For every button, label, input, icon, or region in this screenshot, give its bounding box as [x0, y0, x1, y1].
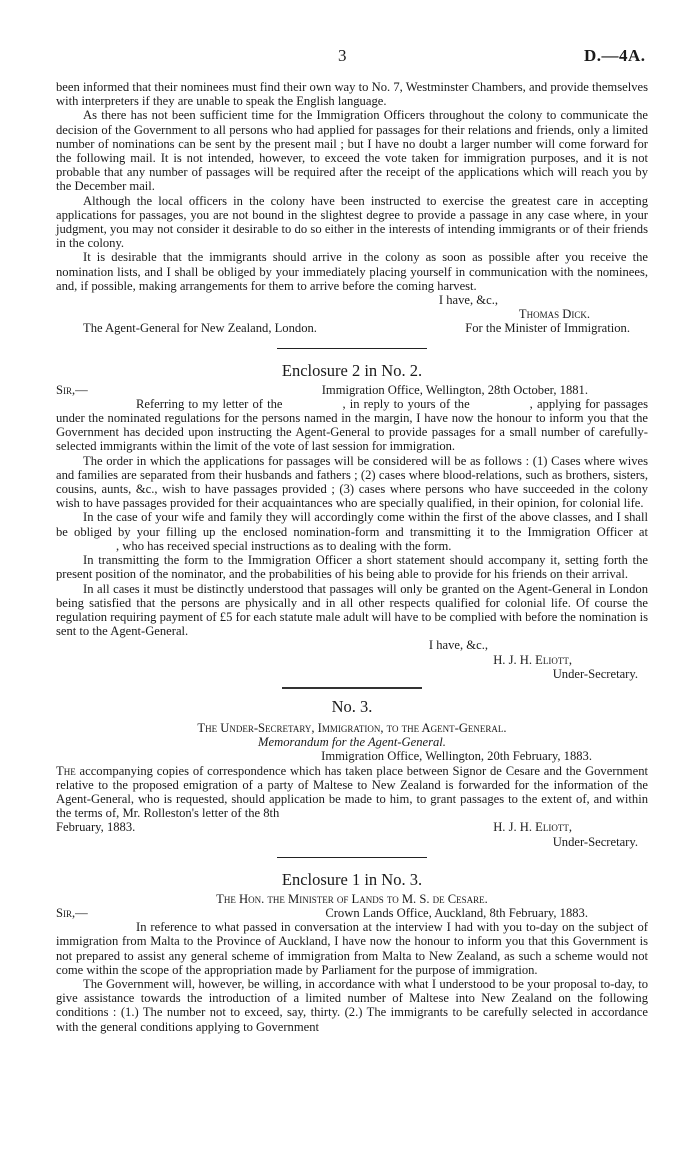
- salutation: Sir,—: [56, 905, 88, 920]
- paragraph: The order in which the applications for passages will be considered will be as follows : (1) Cases where wives and families are separated from their husbands and fathers ; (2) cases where blood-relations, such as brothers, sisters, cousins, aunts, &c., wish to have passages provided ; (3) cases where persons who have succeeded in the colony wish to have passages provided for their acquaintances who are specially qualified, in their opinion, for colonial life.: [56, 453, 648, 511]
- document-code: D.—4A.: [584, 46, 646, 65]
- divider: [277, 348, 427, 349]
- closing-row: [56, 638, 648, 652]
- text-fragment: Referring to my letter of the: [136, 396, 283, 411]
- memo-title: Memorandum for the Agent-General.: [258, 735, 446, 750]
- paragraph: In all cases it must be distinctly understood that passages will only be granted on the Agent-General in London being satisfied that the persons are physically and in all other respects qualified for colonial life. Of course the regulation requiring payment of £5 for each statute male adult will have to be complied with before the nomination is sent to the Agent-General.: [56, 581, 648, 639]
- text-fragment: , who has received special instructions as to dealing with the form.: [116, 538, 452, 553]
- paragraph: [56, 397, 648, 454]
- paragraph: [56, 510, 648, 553]
- text-fragment: In the case of your wife and family they will accordingly come within the first of the above classes, and I shall be obliged by your filling up the enclosed nomination-form and transmitting it to the Immigration Officer at: [56, 510, 648, 539]
- section-heading: Enclosure 1 in No. 3.: [281, 869, 423, 889]
- divider: [277, 857, 427, 858]
- signer-title: Under-Secretary.: [552, 834, 638, 849]
- paragraph: It is desirable that the immigrants should arrive in the colony as soon as possible after you receive the nomination lists, and I shall be obliged by your immediately placing yourself in communication with the nominees, and, if possible, making arrangements for them to arrive before the coming harvest.: [56, 250, 648, 293]
- closing-row: [56, 293, 648, 307]
- paragraph: The Government will, however, be willing, in accordance with what I understood to be your proposal to-day, to give assistance towards the introduction of a limited number of Maltese into New Zealand on the following conditions : (1.) The number not to exceed, say, thirty. (2.) The immigrants to be carefully selected in accordance with the general conditions applying to Government: [56, 976, 648, 1034]
- section-heading: No. 3.: [331, 696, 373, 716]
- divider: [282, 687, 422, 689]
- document-body: [56, 80, 648, 1034]
- signer-title: Under-Secretary.: [552, 666, 638, 681]
- paragraph: been informed that their nominees must find their own way to No. 7, Westminster Chambers, and provide themselves with interpreters if they are unable to speak the English language.: [56, 80, 648, 109]
- paragraph: In transmitting the form to the Immigration Officer a short statement should accompany it, setting forth the present position of the nominator, and the probabilities of his being able to provide for his friends on their arrival.: [56, 553, 648, 582]
- addressee-row: [56, 321, 648, 335]
- text-fragment: accompanying copies of correspondence which has taken place between Signor de Cesare and the Government relative to the proposed emigration of a party of Maltese to New Zealand is forwarded for the information of the Agent-General, who is requested, should application be made to him, to grant passages to the extent of, and within the terms of, Mr. Rolleston's letter of the 8th: [56, 763, 648, 821]
- signer-title: For the Minister of Immigration.: [465, 321, 630, 336]
- text-fragment: , in reply to yours of the: [342, 396, 470, 411]
- text-fragment: February, 1883.: [56, 820, 136, 835]
- section-subtitle: The Hon. the Minister of Lands to M. S. de Cesare.: [216, 891, 488, 906]
- paragraph: [56, 764, 648, 821]
- paragraph: Although the local officers in the colony have been instructed to exercise the greatest care in accepting applications for passages, you are not bound in the slightest degree to provide a passage in any case where, in your judgment, you may not consider it desirable to do so either in the interests of intending immigrants or of their friends in the colony.: [56, 193, 648, 251]
- paragraph: In reference to what passed in conversation at the interview I had with you to-day on the subject of immigration from Malta to the Province of Auckland, I have now the honour to inform you that this Government is not prepared to assist any general scheme of immigration from Malta to New Zealand, as such a scheme would not come within the scope of the appropriation made by Parliament for the purpose of immigration.: [56, 920, 648, 977]
- signature: H. J. H. Eliott,: [493, 652, 572, 667]
- closing: I have, &c.,: [438, 293, 498, 308]
- dateline: Immigration Office, Wellington, 20th February, 1883.: [321, 749, 592, 764]
- text-fragment: , applying for passages under the nominated regulations for the persons named in the margin, I have now the honour to inform you that the Government has decided upon instructing the Agent-General to provide passages for a small number of carefully-selected immigrants within the limit of the vote of last session for immigration.: [56, 396, 648, 454]
- dateline: Immigration Office, Wellington, 28th October, 1881.: [321, 382, 588, 397]
- paragraph: As there has not been sufficient time for the Immigration Officers throughout the colony to communicate the decision of the Government to all persons who had applied for passages for their relations and friends, only a limited number of nominations can be sent by the present mail ; but I have no doubt a larger number will come forward for the following mail. It is not intended, however, to exceed the vote taken for immigration purposes, and it is not probable that any number of passages will be required after the receipt of the applications which will reach you by the December mail.: [56, 108, 648, 194]
- dateline: Crown Lands Office, Auckland, 8th February, 1883.: [325, 905, 588, 920]
- addressee: The Agent-General for New Zealand, London.: [83, 321, 317, 336]
- closing: I have, &c.,: [428, 638, 488, 653]
- signature-row: [56, 820, 648, 834]
- signature: H. J. H. Eliott,: [493, 820, 572, 835]
- section-subtitle: The Under-Secretary, Immigration, to the Agent-General.: [197, 720, 507, 735]
- salutation: Sir,—: [56, 382, 88, 397]
- dateline-row: [56, 383, 648, 397]
- text-fragment: The: [56, 763, 76, 778]
- page-number: 3: [338, 46, 347, 65]
- signature: Thomas Dick.: [518, 307, 590, 322]
- section-heading: Enclosure 2 in No. 2.: [281, 360, 423, 380]
- dateline-row: [56, 906, 648, 920]
